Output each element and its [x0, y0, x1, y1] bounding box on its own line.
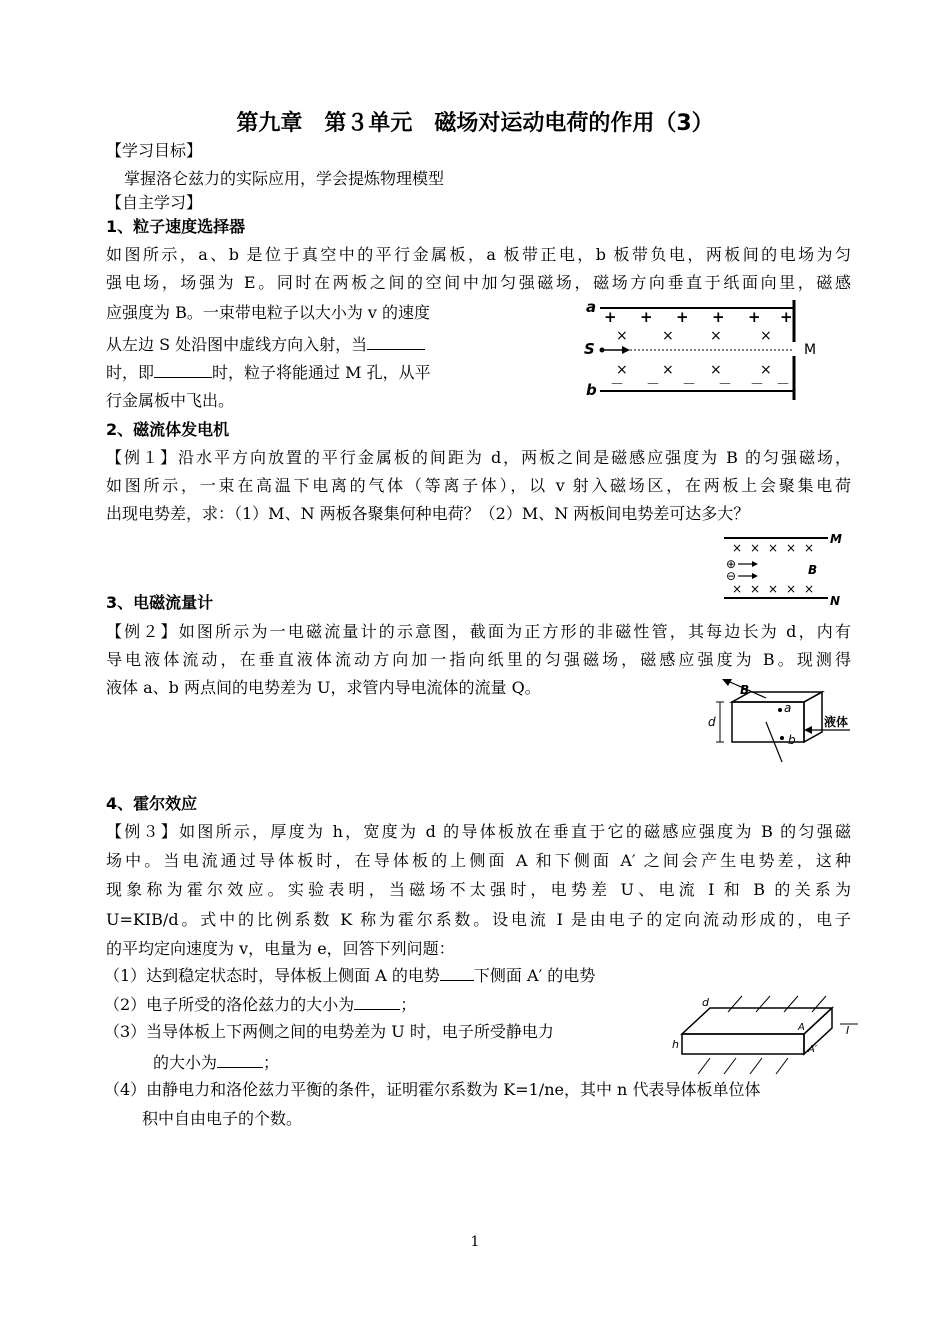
- question-4: （4）由静电力和洛伦兹力平衡的条件，证明霍尔系数为 K=1/ne，其中 n 代表导体板单位体: [104, 1080, 761, 1099]
- field-cross: ×: [750, 582, 761, 596]
- heading-velocity-selector: 1、粒子速度选择器: [106, 217, 246, 236]
- field-b-line: [750, 1058, 762, 1074]
- label-s: S: [584, 340, 595, 358]
- label-liquid: 液体: [824, 715, 849, 729]
- s4-line-5: 的平均定向速度为 v，电量为 e，回答下列问题：: [106, 939, 455, 958]
- velocity-arrowhead: [752, 561, 758, 567]
- question-1: [104, 964, 595, 986]
- page-number: 1: [470, 1234, 480, 1250]
- field-cross: ×: [616, 362, 628, 378]
- label-current: I: [846, 1024, 850, 1037]
- plate-front-face: [682, 1034, 804, 1054]
- question-3: （3）当导体板上下两侧之间的电势差为 U 时，电子所受静电力: [104, 1022, 554, 1041]
- field-b-line: [776, 1058, 788, 1074]
- field-cross: ×: [804, 582, 815, 596]
- field-cross: ×: [750, 541, 761, 555]
- s2-line-2: 如图所示，一束在高温下电离的气体（等离子体），以 v 射入磁场区，在两板上会聚集电荷: [106, 476, 851, 495]
- field-cross: ×: [732, 541, 743, 555]
- s4-line-1: 【例３】如图所示，厚度为 h，宽度为 d 的导体板放在垂直于它的磁感应强度为 B 的匀强磁: [106, 822, 851, 841]
- field-cross: ×: [786, 582, 797, 596]
- plate-top-face: [682, 1008, 832, 1034]
- s1-line-3: 应强度为 B。一束带电粒子以大小为 v 的速度: [106, 303, 431, 322]
- field-b-arrow: [728, 996, 742, 1012]
- field-b-line: [724, 1058, 736, 1074]
- plus-sign: +: [676, 308, 689, 326]
- minus-sign: －: [750, 377, 764, 393]
- s1-line-6: 行金属板中飞出。: [106, 391, 235, 410]
- field-cross: ×: [616, 328, 628, 344]
- plus-sign: +: [748, 308, 761, 326]
- s2-line-1: 【例１】沿水平方向放置的平行金属板的间距为 d，两板之间是磁感应强度为 B 的匀强磁场，: [106, 448, 851, 467]
- label-a-top: A: [798, 1022, 805, 1033]
- field-cross: ×: [710, 328, 722, 344]
- minus-sign: －: [610, 377, 624, 393]
- pipe-side-face: [804, 692, 822, 742]
- question-1-text-a: （1）达到稳定状态时，导体板上侧面 A 的电势: [104, 966, 440, 985]
- field-cross: ×: [760, 362, 772, 378]
- question-3-text-b: 的大小为: [153, 1053, 218, 1072]
- plus-sign: +: [640, 308, 653, 326]
- field-b-line: [698, 1058, 710, 1074]
- field-b-arrow: [784, 996, 798, 1012]
- field-cross: ×: [710, 362, 722, 378]
- question-2-end: ；: [400, 995, 417, 1014]
- answer-blank-q2[interactable]: [354, 993, 400, 1010]
- mhd-generator-figure: [720, 530, 850, 610]
- flow-meter-figure: [700, 678, 860, 770]
- field-cross: ×: [768, 582, 779, 596]
- label-b: B: [808, 563, 818, 577]
- label-m: M: [804, 342, 817, 358]
- minus-sign: －: [646, 377, 660, 393]
- s3-line-1: 【例２】如图所示为一电磁流量计的示意图，截面为正方形的非磁性管，其每边长为 d，内有: [106, 622, 851, 641]
- heading-hall-effect: 4、霍尔效应: [106, 794, 198, 813]
- velocity-arrowhead: [752, 573, 758, 579]
- liquid-flow-arrowhead: [804, 726, 812, 734]
- minus-sign: －: [776, 377, 790, 393]
- label-n: N: [830, 594, 841, 608]
- point-a: [778, 708, 782, 712]
- point-b: [780, 736, 784, 740]
- page-title: 第九章 第３单元 磁场对运动电荷的作用（3）: [236, 111, 714, 136]
- field-cross: ×: [768, 541, 779, 555]
- label-a: a: [586, 298, 597, 316]
- heading-flow-meter: 3、电磁流量计: [106, 593, 214, 612]
- s1-line-2: 强电场，场强为 E。同时在两板之间的空间中加匀强磁场，磁场方向垂直于纸面向里，磁感: [106, 273, 851, 292]
- s1-line-4: [106, 333, 425, 355]
- s4-line-4: U=KIB/d。式中的比例系数 K 称为霍尔系数。设电流 I 是由电子的定向流动形成的，电子: [106, 910, 851, 929]
- s4-line-2: 场中。当电流通过导体板时，在导体板的上侧面 A 和下侧面 A′ 之间会产生电势差，这种: [106, 851, 851, 870]
- field-cross: ×: [786, 541, 797, 555]
- answer-blank-q3[interactable]: [217, 1051, 263, 1068]
- minus-sign: －: [682, 377, 696, 393]
- question-3-end: ；: [263, 1053, 280, 1072]
- label-a: a: [784, 701, 792, 715]
- label-m: M: [830, 532, 842, 546]
- field-cross: ×: [662, 362, 674, 378]
- question-2: [104, 993, 416, 1015]
- field-cross: ×: [662, 328, 674, 344]
- heading-mhd-generator: 2、磁流体发电机: [106, 420, 230, 439]
- s1-line-4-text: 从左边 S 处沿图中虚线方向入射，当: [106, 335, 368, 354]
- label-b-point: b: [788, 733, 796, 747]
- field-cross: ×: [760, 328, 772, 344]
- label-a-bottom: A′: [808, 1044, 818, 1055]
- s2-line-3: 出现电势差，求：（1）M、N 两板各聚集何种电荷？（2）M、N 两板间电势差可达多大？: [106, 504, 750, 523]
- label-h: h: [672, 1038, 679, 1051]
- field-cross: ×: [804, 541, 815, 555]
- answer-blank-2[interactable]: [154, 361, 212, 378]
- label-d: d: [702, 996, 709, 1009]
- s4-line-3: 现象称为霍尔效应。实验表明，当磁场不太强时，电势差 U、电流 I 和 B 的关系为: [106, 880, 851, 899]
- question-1-text-b: 下侧面 A′ 的电势: [473, 966, 596, 985]
- question-3-cont: [153, 1051, 279, 1073]
- goals-text: 掌握洛仑兹力的实际应用，学会提炼物理模型: [124, 169, 445, 188]
- s3-line-2: 导电液体流动，在垂直液体流动方向加一指向纸里的匀强磁场，磁感应强度为 B。现测得: [106, 650, 851, 669]
- heading-goals: 【学习目标】: [106, 141, 203, 160]
- s1-line-5-text-b: 时，粒子将能通过 M 孔，从平: [212, 363, 431, 382]
- plus-sign: +: [780, 308, 793, 326]
- question-2-text: （2）电子所受的洛伦兹力的大小为: [104, 995, 355, 1014]
- plus-sign: +: [712, 308, 725, 326]
- velocity-arrowhead: [622, 346, 630, 354]
- question-4-cont: 积中自由电子的个数。: [142, 1109, 303, 1128]
- s1-line-5: [106, 361, 431, 383]
- plus-sign: +: [604, 308, 617, 326]
- heading-self-study: 【自主学习】: [106, 193, 203, 212]
- positive-ion: ⊕: [726, 557, 737, 571]
- label-d: d: [708, 715, 716, 729]
- label-b: b: [586, 381, 597, 399]
- s1-line-1: 如图所示，a、b 是位于真空中的平行金属板，a 板带正电，b 板带负电，两板间的电场为匀: [106, 245, 851, 264]
- velocity-selector-figure: [580, 296, 840, 404]
- answer-blank-1[interactable]: [367, 333, 425, 350]
- answer-blank-q1[interactable]: [440, 964, 474, 981]
- field-b-arrow: [756, 996, 770, 1012]
- hall-effect-figure: [668, 990, 868, 1076]
- minus-sign: －: [718, 377, 732, 393]
- s1-line-5-text-a: 时，即: [106, 363, 155, 382]
- field-b-arrow: [812, 996, 826, 1012]
- negative-ion: ⊖: [726, 569, 737, 583]
- field-cross: ×: [732, 582, 743, 596]
- s3-line-3: 液体 a、b 两点间的电势差为 U，求管内导电流体的流量 Q。: [106, 678, 541, 697]
- label-b: B: [740, 683, 750, 697]
